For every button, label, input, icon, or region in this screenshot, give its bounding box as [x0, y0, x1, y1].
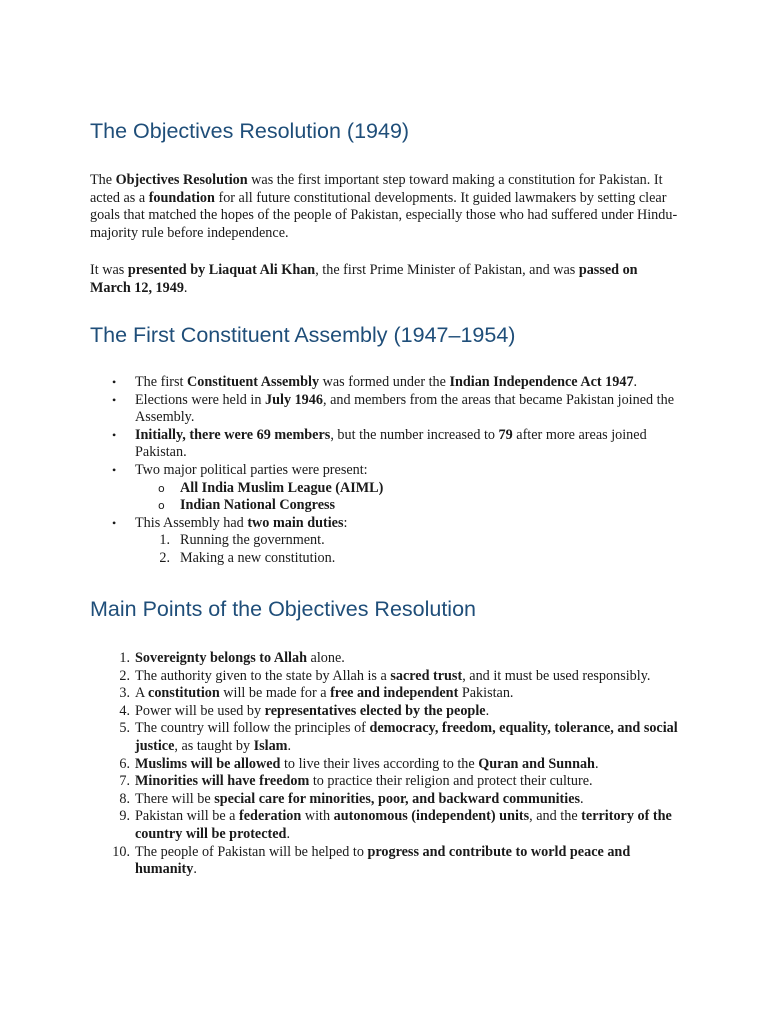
- text-run: .: [580, 790, 584, 807]
- text-run: , the first Prime Minister of Pakistan, and was: [315, 262, 579, 278]
- heading-objectives-resolution: The Objectives Resolution (1949): [90, 119, 410, 143]
- list-item: [90, 668, 690, 686]
- list-item-text: [135, 756, 599, 772]
- list-item-text: [135, 791, 584, 807]
- duty-number: 1.: [159, 532, 170, 549]
- bold-text: Minorities will have freedom: [135, 773, 310, 790]
- text-run: The people of Pakistan will be helped to: [135, 843, 368, 860]
- list-item-text: [135, 844, 630, 878]
- list-item: [90, 462, 690, 480]
- text-run: A: [135, 685, 149, 702]
- bold-text: progress and contribute to world peace and humanity: [135, 843, 631, 878]
- list-number: 9.: [119, 808, 130, 825]
- text-run: , and the: [529, 808, 582, 825]
- text-run: :: [343, 514, 348, 531]
- text-run: , but the number increased to: [330, 426, 499, 443]
- bold-text: 79: [498, 426, 513, 443]
- text-run: Elections were held in: [135, 391, 266, 408]
- bold-text: Quran and Sunnah: [478, 755, 595, 772]
- duty-item: [90, 550, 690, 568]
- list-item: [90, 427, 690, 462]
- bold-text: presented by Liaquat Ali Khan: [127, 262, 316, 278]
- bold-text: representatives elected by the people: [264, 702, 486, 719]
- list-item-text: [135, 685, 513, 701]
- list-item: [90, 703, 690, 721]
- text-run: .: [287, 737, 292, 754]
- bold-text: Initially, there were 69 members: [135, 426, 331, 443]
- bold-text: Indian Independence Act 1947: [449, 374, 634, 390]
- circle-marker: o: [158, 499, 165, 513]
- list-item-text: [135, 462, 368, 478]
- list-number: 4.: [119, 702, 130, 719]
- text-run: , and it must be used responsibly.: [462, 667, 651, 684]
- text-run: There will be: [135, 790, 215, 807]
- bold-text: Muslims will be allowed: [135, 755, 281, 772]
- text-run: .: [286, 825, 290, 842]
- bold-text: sacred trust: [390, 667, 463, 684]
- list-number: 10.: [112, 843, 130, 860]
- text-run: The authority given to the state by Allah is a: [135, 667, 391, 684]
- heading-first-constituent-assembly: The First Constituent Assembly (1947–1954): [90, 323, 516, 347]
- bullet-marker: •: [112, 462, 117, 477]
- list-item-text: [135, 392, 674, 426]
- text-run: was the first important step toward making a constitution for Pakistan. It acted as a: [90, 172, 663, 206]
- text-run: for all future constitutional developments. It guided lawmakers by setting clear goals that matched the hopes of the people of Pakistan, especially those who had suffered under Hindu-majority rule before independence.: [90, 189, 678, 241]
- list-item: [90, 515, 690, 533]
- duty-text: Running the government.: [180, 532, 325, 549]
- text-run: .: [633, 374, 638, 390]
- text-run: Power will be used by: [135, 702, 265, 719]
- bold-text: Constituent Assembly: [187, 374, 320, 390]
- list-item: [90, 650, 690, 668]
- bold-text: territory of the country will be protected: [135, 808, 672, 842]
- list-item: [90, 756, 690, 774]
- bold-text: constitution: [148, 685, 220, 702]
- assembly-bullet-list: [90, 374, 690, 568]
- text-run: alone.: [306, 650, 345, 666]
- list-item: [90, 808, 690, 843]
- list-item-text: [135, 773, 593, 789]
- text-run: The country will follow the principles of: [135, 720, 370, 737]
- bold-text: two main duties: [247, 514, 344, 531]
- bullet-marker: •: [112, 427, 117, 442]
- party-name: All India Muslim League (AIML): [180, 479, 384, 496]
- duty-number: 2.: [159, 549, 170, 566]
- bullet-marker: •: [112, 515, 117, 530]
- bold-text: passed on March 12, 1949: [90, 262, 638, 296]
- text-run: Two major political parties were present:: [135, 461, 368, 478]
- list-number: 2.: [119, 667, 130, 684]
- text-run: to practice their religion and protect their culture.: [309, 773, 593, 790]
- duty-text: Making a new constitution.: [180, 549, 336, 566]
- list-item: [90, 685, 690, 703]
- list-item-text: [135, 650, 345, 666]
- text-run: The: [90, 172, 116, 188]
- list-item: [90, 720, 690, 755]
- text-run: after more areas joined Pakistan.: [135, 426, 647, 461]
- paragraph-presented-by: [90, 262, 680, 297]
- text-run: .: [594, 755, 599, 772]
- text-run: , as taught by: [174, 737, 254, 754]
- list-item-text: [135, 720, 678, 754]
- list-item: [90, 773, 690, 791]
- bold-text: Sovereignty belongs to Allah: [135, 650, 307, 666]
- text-run: .: [193, 861, 197, 878]
- paragraph-intro: [90, 172, 680, 242]
- bold-text: federation: [239, 808, 302, 825]
- bullet-marker: •: [112, 392, 117, 407]
- list-item: [90, 392, 690, 427]
- party-item-aiml: [90, 480, 690, 498]
- bold-text: democracy, freedom, equality, tolerance, and social justice: [135, 720, 678, 754]
- list-number: 3.: [119, 685, 130, 702]
- text-run: This Assembly had: [135, 514, 248, 531]
- text-run: The first: [135, 374, 188, 390]
- list-item-text: [135, 808, 672, 842]
- text-run: , and members from the areas that became Pakistan joined the Assembly.: [135, 391, 674, 426]
- list-item-text: [135, 515, 347, 531]
- list-number: 5.: [119, 720, 130, 737]
- list-number: 7.: [119, 773, 130, 790]
- bold-text: special care for minorities, poor, and backward communities: [214, 790, 581, 807]
- party-name: Indian National Congress: [180, 497, 336, 514]
- text-run: Pakistan will be a: [135, 808, 240, 825]
- text-run: .: [183, 279, 188, 296]
- list-number: 1.: [119, 650, 130, 666]
- text-run: It was: [90, 262, 128, 278]
- list-item: [90, 374, 690, 392]
- bold-text: free and independent: [330, 685, 459, 702]
- duty-item: [90, 532, 690, 550]
- bold-text: Islam: [253, 737, 288, 754]
- list-number: 8.: [119, 790, 130, 807]
- list-item: [90, 844, 690, 879]
- text-run: will be made for a: [219, 685, 331, 702]
- party-item-congress: [90, 497, 690, 515]
- circle-marker: o: [158, 481, 165, 495]
- main-points-list: [90, 650, 690, 879]
- bold-text: Objectives Resolution: [115, 172, 248, 188]
- list-item: [90, 791, 690, 809]
- list-item-text: [135, 703, 489, 719]
- list-item-text: [135, 427, 647, 461]
- text-run: Pakistan.: [458, 685, 514, 702]
- list-number: 6.: [119, 755, 130, 772]
- text-run: .: [485, 702, 490, 719]
- bold-text: foundation: [148, 189, 215, 206]
- list-item-text: [135, 374, 637, 390]
- bold-text: July 1946: [265, 391, 323, 408]
- list-item-text: [135, 668, 650, 684]
- text-run: was formed under the: [319, 374, 450, 390]
- heading-main-points: Main Points of the Objectives Resolution: [90, 597, 477, 621]
- bold-text: autonomous (independent) units: [333, 808, 530, 825]
- text-run: with: [301, 808, 334, 825]
- bullet-marker: •: [112, 375, 117, 389]
- text-run: to live their lives according to the: [280, 755, 479, 772]
